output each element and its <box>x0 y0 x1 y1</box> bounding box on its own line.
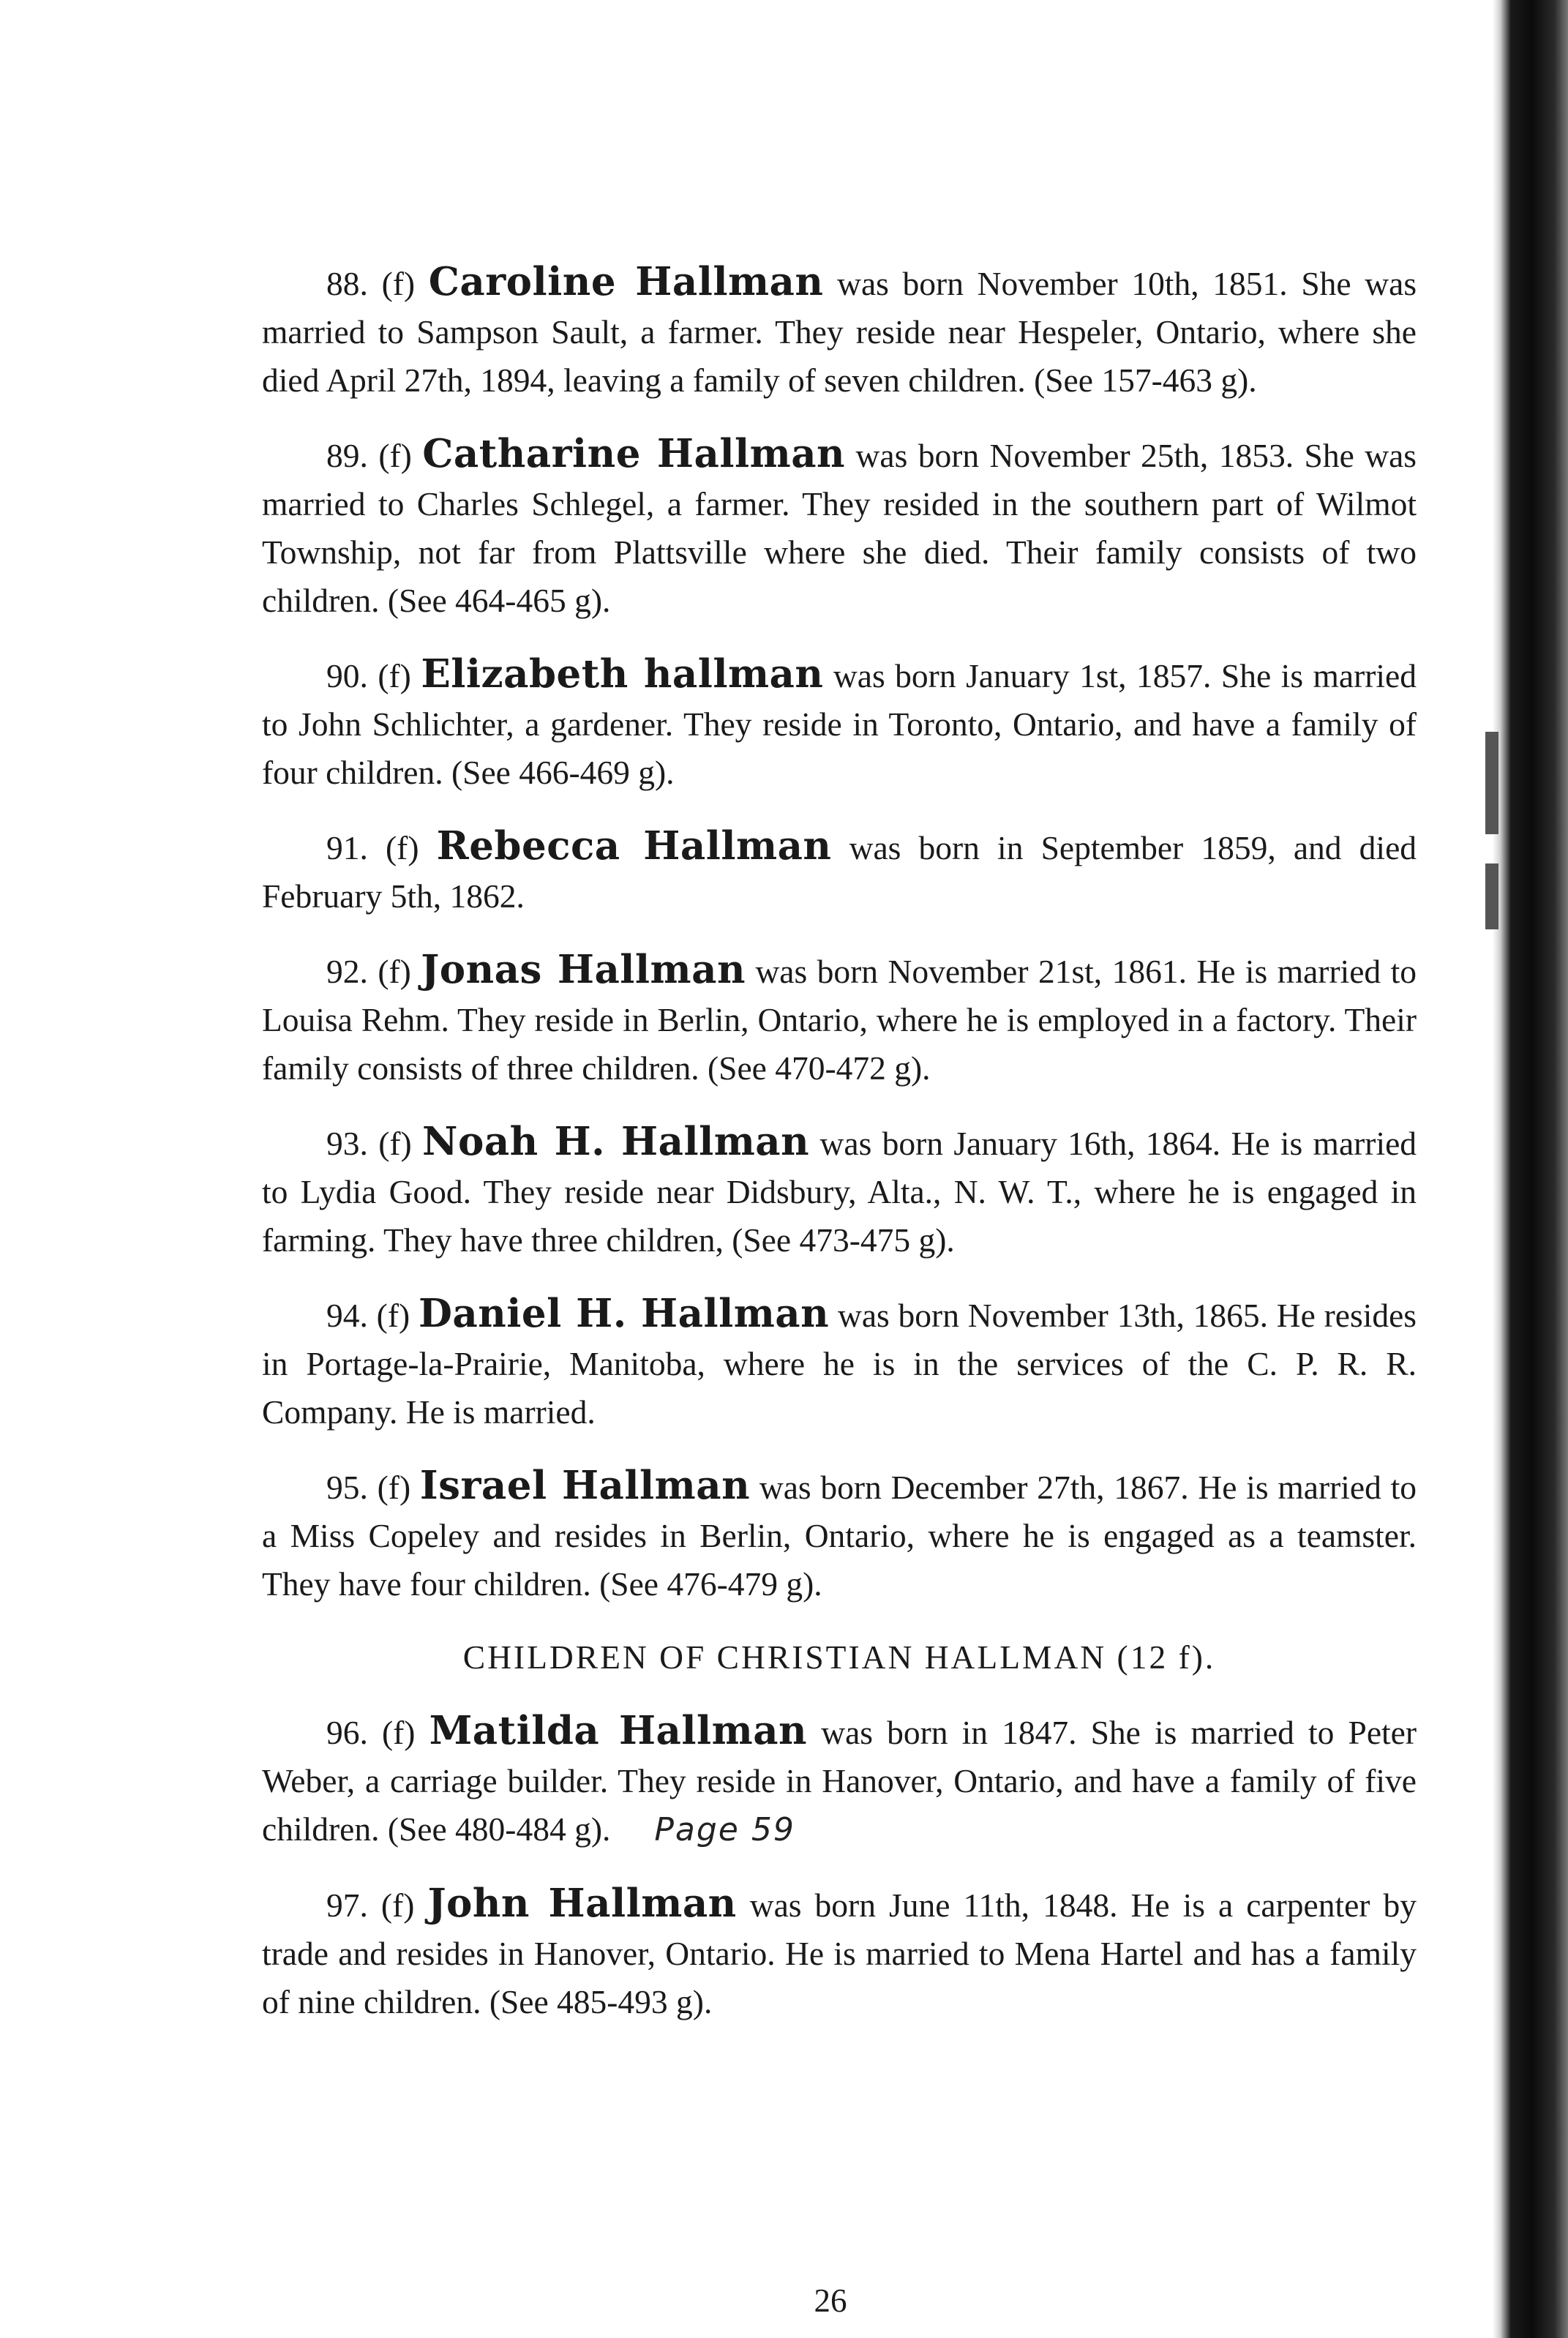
generation-marker: (f) <box>378 953 411 990</box>
entry-text: was born in September 1859, and died February 5th, 1862. <box>262 829 1417 915</box>
entry-number: 89. <box>326 437 368 474</box>
entry-text: was born November 21st, 1861. He is married to Louisa Rehm. They reside in Berlin, Ontario, where he is employed in a factory. Their family consists of three children. (See 470-472 g). <box>262 953 1417 1087</box>
entry-91 <box>262 822 1417 921</box>
entry-number: 94. <box>326 1297 368 1334</box>
section-heading: CHILDREN OF CHRISTIAN HALLMAN (12 f). <box>462 1638 1216 1676</box>
page-number: 26 <box>814 2282 847 2319</box>
person-name: Daniel H. Hallman <box>418 1291 830 1336</box>
person-name: Elizabeth hallman <box>421 651 824 697</box>
entry-number: 96. <box>326 1714 368 1751</box>
generation-marker: (f) <box>378 657 411 694</box>
entry-94 <box>262 1289 1417 1436</box>
person-name: John Hallman <box>427 1881 737 1926</box>
entry-96 <box>262 1706 1417 1854</box>
generation-marker: (f) <box>382 1714 416 1751</box>
entry-number: 97. <box>326 1886 368 1924</box>
entry-text: was born November 25th, 1853. She was married to Charles Schlegel, a farmer. They resided in the southern part of Wilmot Township, not far from Plattsville where she died. Their family consists of two children. (See 464-465 g). <box>262 437 1417 619</box>
entry-number: 91. <box>326 829 368 866</box>
entry-95 <box>262 1461 1417 1608</box>
generation-marker: (f) <box>378 437 412 474</box>
person-name: Israel Hallman <box>419 1463 751 1508</box>
generation-marker: (f) <box>378 1125 412 1162</box>
entry-88 <box>262 258 1417 405</box>
entry-text: was born January 1st, 1857. She is married to John Schlichter, a gardener. They reside in Toronto, Ontario, and have a family of four children. (See 466-469 g). <box>262 657 1417 791</box>
person-name: Jonas Hallman <box>421 947 746 992</box>
person-name: Catharine Hallman <box>422 431 846 476</box>
handwritten-annotation: Page 59 <box>654 1811 795 1848</box>
generation-marker: (f) <box>377 1469 411 1506</box>
entry-number: 88. <box>326 265 368 302</box>
entry-number: 90. <box>326 657 368 694</box>
person-name: Noah H. Hallman <box>422 1119 810 1164</box>
document-page <box>262 258 1417 2051</box>
entry-text: was born November 13th, 1865. He resides in Portage-la-Prairie, Manitoba, where he is in the services of the C. P. R. R. Company. He is married. <box>262 1297 1417 1431</box>
entry-97 <box>262 1879 1417 2026</box>
entry-number: 93. <box>326 1125 368 1162</box>
entry-text: was born June 11th, 1848. He is a carpenter by trade and resides in Hanover, Ontario. He is married to Mena Hartel and has a family of nine children. (See 485-493 g). <box>262 1886 1417 2020</box>
entry-number: 92. <box>326 953 368 990</box>
scan-edge-shadow <box>1493 0 1568 2338</box>
scan-speck <box>1485 732 1498 834</box>
generation-marker: (f) <box>381 265 416 302</box>
generation-marker: (f) <box>376 1297 410 1334</box>
entry-number: 95. <box>326 1469 368 1506</box>
scan-speck <box>1485 863 1498 929</box>
generation-marker: (f) <box>380 1886 415 1924</box>
person-name: Caroline Hallman <box>428 259 824 304</box>
entry-text: was born January 16th, 1864. He is married to Lydia Good. They reside near Didsbury, Alta., N. W. T., where he is engaged in farming. They have three children, (See 473-475 g). <box>262 1125 1417 1259</box>
person-name: Matilda Hallman <box>429 1708 808 1753</box>
generation-marker: (f) <box>386 829 419 866</box>
person-name: Rebecca Hallman <box>436 823 832 869</box>
entry-text: was born in 1847. She is married to Peter Weber, a carriage builder. They reside in Hanover, Ontario, and have a family of five children. (See 480-484 g). <box>262 1714 1417 1848</box>
entry-90 <box>262 650 1417 797</box>
entry-93 <box>262 1117 1417 1264</box>
entry-89 <box>262 430 1417 625</box>
entry-92 <box>262 945 1417 1093</box>
entry-text: was born November 10th, 1851. She was married to Sampson Sault, a farmer. They reside near Hespeler, Ontario, where she died April 27th, 1894, leaving a family of seven children. (See 157-463 g). <box>262 265 1417 399</box>
entry-text: was born December 27th, 1867. He is married to a Miss Copeley and resides in Berlin, Ontario, where he is engaged as a teamster. They have four children. (See 476-479 g). <box>262 1469 1417 1603</box>
